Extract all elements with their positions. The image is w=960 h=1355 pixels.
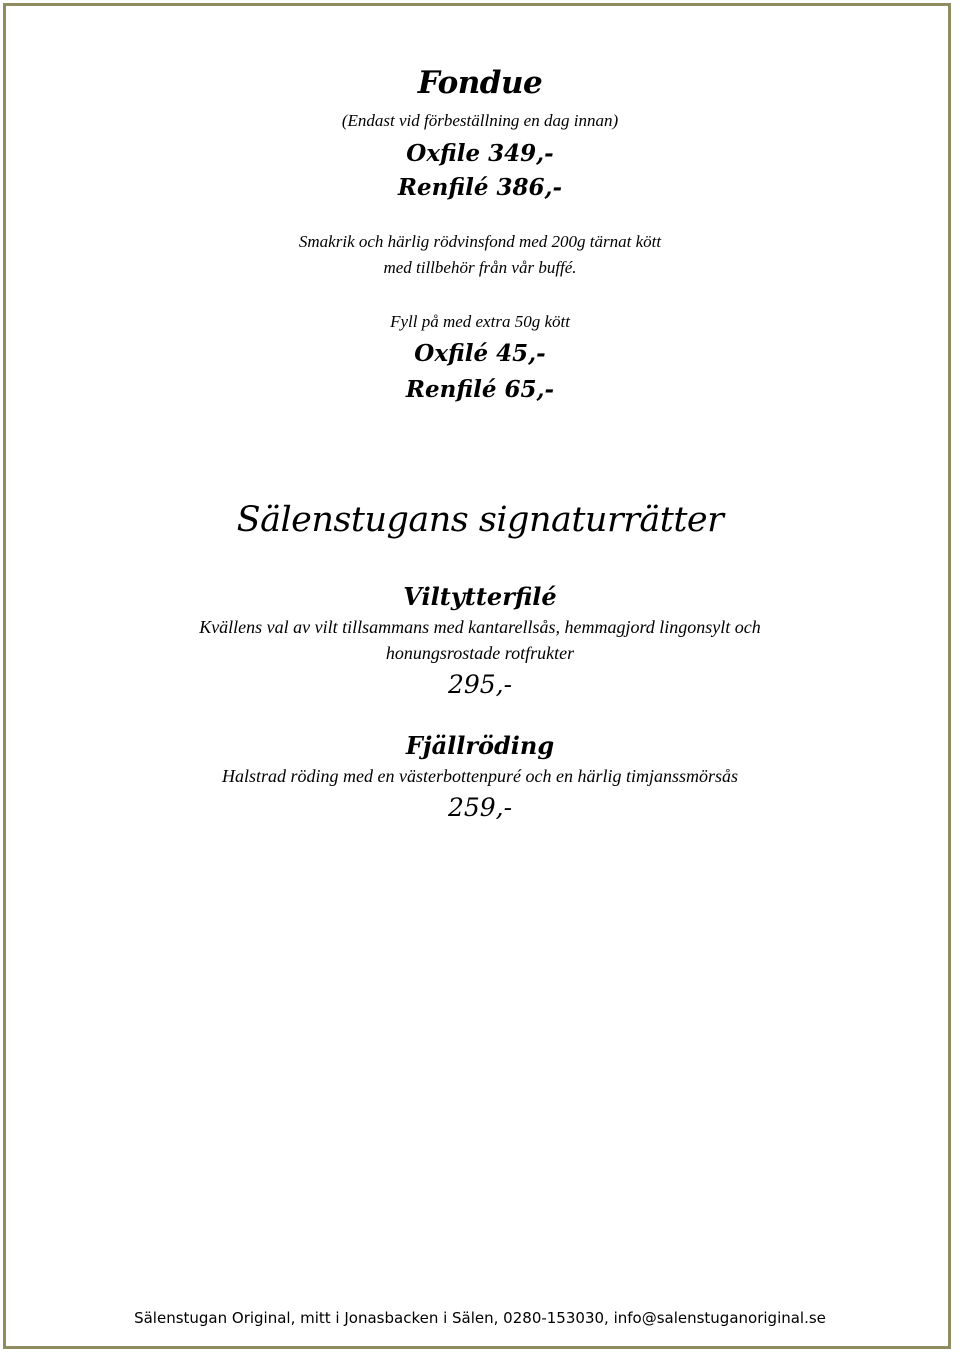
fondue-preorder-note: (Endast vid förbeställning en dag innan) (341, 111, 619, 130)
fondue-title: Fondue (417, 65, 543, 101)
fondue-extra-price-renfile: Renfilé 65,- (405, 376, 555, 403)
fondue-description-line-1: Smakrik och härlig rödvinsfond med 200g tärnat kött (298, 232, 662, 251)
fondue-price-oxfile: Oxfile 349,- (406, 140, 554, 167)
dish-price-fjallroding: 259,- (447, 793, 513, 822)
footer-contact-info: Sälenstugan Original, mitt i Jonasbacken i Sälen, 0280-153030, info@salenstuganoriginal.se (134, 1309, 826, 1327)
dish-description-viltytterfile-line-1: Kvällens val av vilt tillsammans med kantarellsås, hemmagjord lingonsylt och (199, 617, 761, 637)
fondue-description-line-2: med tillbehör från vår buffé. (383, 258, 577, 277)
fondue-extra-price-oxfile: Oxfilé 45,- (414, 340, 546, 367)
fondue-price-renfile: Renfilé 386,- (397, 174, 563, 201)
dish-name-fjallroding: Fjällröding (405, 731, 555, 760)
dish-description-viltytterfile-line-2: honungsrostade rotfrukter (385, 643, 575, 663)
signature-section-title: Sälenstugans signaturrätter (236, 500, 724, 540)
dish-price-viltytterfile: 295,- (447, 670, 513, 699)
fondue-extra-intro: Fyll på med extra 50g kött (390, 312, 570, 331)
dish-name-viltytterfile: Viltytterfilé (403, 582, 557, 611)
dish-description-fjallroding: Halstrad röding med en västerbottenpuré och en härlig timjanssmörsås (222, 766, 738, 786)
